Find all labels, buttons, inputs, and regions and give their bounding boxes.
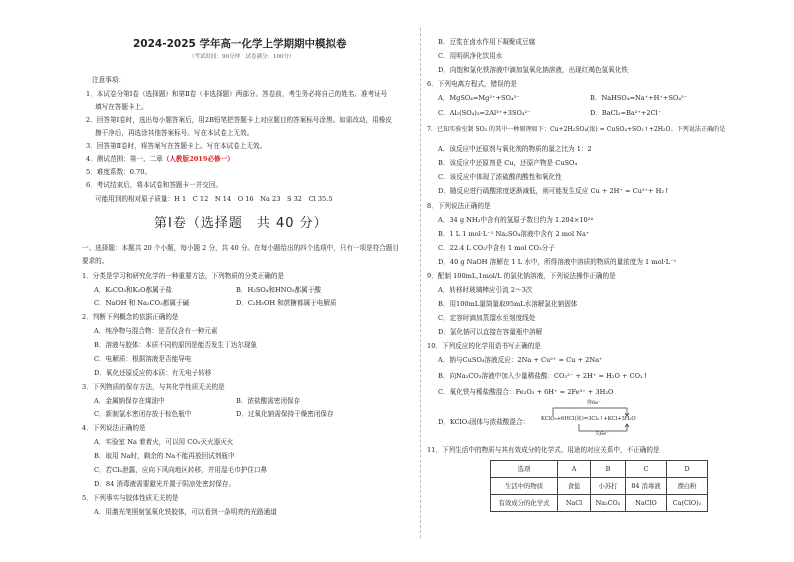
notice-item: 3．回答第Ⅱ卷时，将答案写在答题卡上。写在本试卷上无效。 xyxy=(86,142,267,150)
option: C．电解质：根据溶液是否能导电 xyxy=(94,355,192,363)
table-cell: C xyxy=(626,461,667,478)
reaction-equation: KClO₃+6HCl(浓)=3Cl₂↑+KCl+3H₂O xyxy=(541,416,636,422)
option: A．转移时玻璃棒应引流 2～3次 xyxy=(438,286,533,294)
option: B．H₂SO₄和HNO₃都属于酸 xyxy=(236,286,321,294)
option: C．Al₂(SO₄)₃=2Al³⁺+3SO₄²⁻ xyxy=(438,109,531,117)
exam-title: 2024-2025 学年高一化学上学期期中模拟卷 xyxy=(133,38,347,50)
option: D．过氧化钠需保持干燥密闭保存 xyxy=(236,410,334,418)
option: B．NaHSO₄=Na⁺+H⁺+SO₄²⁻ xyxy=(590,94,688,102)
option: C．该反应中体现了浓硫酸的酸性和氧化性 xyxy=(438,173,562,181)
question-2: 2．判断下列概念的依据正确的是 xyxy=(82,313,179,321)
option: A．用激光笔照射氢氧化铁胶体，可以看到一条明亮的光路通道 xyxy=(94,508,277,516)
table-cell: 食盐 xyxy=(558,478,591,495)
question-5: 5．下列事实与胶体性质无关的是 xyxy=(82,494,179,502)
table-cell: Ca(ClO)₂ xyxy=(667,495,708,512)
option: B．浓盐酸需密闭保存 xyxy=(236,397,301,405)
option: A．MgSO₄=Mg²⁺+SO₄²⁻ xyxy=(438,94,520,102)
table-header-row xyxy=(491,461,708,478)
table-cell: 84 消毒液 xyxy=(626,478,667,495)
gain-electrons-label: 得6e⁻ xyxy=(587,400,601,406)
question-6: 6．下列电离方程式，错误的是 xyxy=(427,80,517,88)
notice-item: 6．考试结束后，将本试卷和答题卡一并交回。 xyxy=(86,181,223,189)
table-cell: 有效成分的化学式 xyxy=(491,495,558,512)
option: C．新制氯水密闭存放于棕色瓶中 xyxy=(94,410,192,418)
table-cell: B xyxy=(591,461,626,478)
table-cell: NaCl xyxy=(558,495,591,512)
notice-item: 4．测试范围：第一、二章 xyxy=(86,155,163,163)
option: B．用100mL量筒量取95mL水溶解氯化钠固体 xyxy=(438,300,578,308)
option: A．纯净物与混合物：是否仅含有一种元素 xyxy=(94,327,218,335)
option: D．氧化还原反应的本质：有无电子转移 xyxy=(94,369,212,377)
option: B．溶液与胶体：本质不同的原因是能否发生丁达尔现象 xyxy=(94,341,258,349)
lose-electrons-label: 失6e⁻ xyxy=(595,431,609,437)
option: D．C₂H₅OH 和蔗糖都属于电解质 xyxy=(236,299,337,307)
column-divider xyxy=(420,28,421,538)
question-9: 9．配制 100mL,1mol/L 的氯化钠溶液，下列说法操作正确的是 xyxy=(427,272,616,280)
section-intro: 一、选择题：本题共 20 个小题，每小题 2 分，共 40 分。在每小题给出的四个选项中，只有一项是符合题目 xyxy=(82,244,400,252)
table-row xyxy=(491,478,708,495)
table-cell: 生活中的物质 xyxy=(491,478,558,495)
option: B．向Na₂CO₃溶液中加入少量稀盐酸：CO₃²⁻ + 2H⁺ = H₂O + CO₂↑ xyxy=(438,372,649,380)
option: A．金属钠保存在煤油中 xyxy=(94,397,165,405)
table-cell: A xyxy=(558,461,591,478)
option: A．钠与CuSO₄溶液反应：2Na + Cu²⁺ = Cu + 2Na⁺ xyxy=(438,356,603,364)
exam-subtitle: （考试时间：90分钟 试卷满分：100分） xyxy=(189,54,295,60)
electron-transfer-diagram xyxy=(539,400,679,438)
atomic-masses: 可能用到的相对原子质量：H 1 C 12 N 14 O 16 Na 23 S 32 Cl 35.5 xyxy=(95,195,333,203)
option: A．34 g NH₃中含有的氢原子数目约为 1.204×10²⁴ xyxy=(438,216,594,224)
question-7: 7．已知实验室制 SO₂ 的其中一种原理如下：Cu+2H₂SO₄(浓) = CuSO₄+SO₂↑+2H₂O。下列说法正确的是 xyxy=(427,126,726,133)
option: C．氧化铁与稀盐酸混合：Fe₂O₃ + 6H⁺ = 2Fe³⁺ + 3H₂O xyxy=(438,388,614,396)
option: D．随反应进行硫酸浓度逐渐减低，则可能发生反应 Cu + 2H⁺ = Cu²⁺+ H₂↑ xyxy=(438,187,670,195)
table-cell: 小苏打 xyxy=(591,478,626,495)
option: D．BaCl₂=Ba²⁺+2Cl⁻ xyxy=(590,109,662,117)
volume-title: 第Ⅰ卷（选择题 共 40 分） xyxy=(154,216,328,231)
option: A．K₂CO₃和K₂O都属于盐 xyxy=(94,286,172,294)
notice-item: 擦干净后，再选涂其他答案标号。写在本试卷上无效。 xyxy=(95,129,254,137)
option: A．实验室 Na 着着火，可以用 CO₂灭火器灭火 xyxy=(94,438,234,446)
option: D．40 g NaOH 溶解在 1 L 水中，所得溶液中溶质的物质的量浓度为 1 mol·L⁻¹ xyxy=(438,258,677,266)
option: C．用明矾净化饮用水 xyxy=(438,52,503,60)
option: A．该反应中还原剂与氧化剂的物质的量之比为 1：2 xyxy=(438,145,592,153)
table-cell: 漂白粉 xyxy=(667,478,708,495)
option: D．氯化钠可以直接在容量瓶中溶解 xyxy=(438,328,543,336)
notice-heading: 注意事项： xyxy=(92,76,125,84)
answer-table xyxy=(490,460,708,512)
notice-item: 1．本试卷分第Ⅰ卷（选择题）和第Ⅱ卷（非选择题）两部分。答卷前，考生务必将自己的姓名、准考证号 xyxy=(86,90,388,98)
option: D．KClO₃固体与浓盐酸混合： xyxy=(438,418,530,426)
question-3: 3．下列物质的保存方法，与其化学性质无关的是 xyxy=(82,383,225,391)
table-row xyxy=(491,495,708,512)
table-cell: NaClO xyxy=(626,495,667,512)
notice-item: 2．回答第Ⅰ卷时，选出每小题答案后，用2B铅笔把答题卡上对应题目的答案标号涂黑。如需改动，用橡皮 xyxy=(86,116,392,124)
option: B．1 L 1 mol·L⁻¹ Na₂SO₄溶液中含有 2 mol Na⁺ xyxy=(438,230,590,238)
notice-item: 5．难度系数：0.70。 xyxy=(86,168,152,176)
notice-item-range xyxy=(86,155,234,163)
question-10: 10．下列反应的化学用语书写正确的是 xyxy=(427,342,541,350)
table-cell: D xyxy=(667,461,708,478)
notice-item: 填写在答题卡上。 xyxy=(95,103,148,111)
table-cell: 选项 xyxy=(491,461,558,478)
question-1: 1．分类是学习和研究化学的一种重要方法，下列物质的分类正确的是 xyxy=(82,272,285,280)
option: C．定容时滴加蒸馏水至刻度线处 xyxy=(438,314,536,322)
option: B．豆浆在卤水作用下凝聚成豆腐 xyxy=(438,38,536,46)
option: C．NaOH 和 Na₂CO₃都属于碱 xyxy=(94,299,190,307)
question-4: 4．下列说法正确的是 xyxy=(82,424,146,432)
option: D．84 消毒液需要避光并置于阴凉处密封保存。 xyxy=(94,480,236,488)
section-intro: 要求的。 xyxy=(82,257,109,265)
option: C．若Cl₂泄露，应向下风向地区转移，并用湿毛巾护住口鼻 xyxy=(94,466,268,474)
option: C．22.4 L CO₂中含有 1 mol CO₂分子 xyxy=(438,244,555,252)
option: B．取用 Na时，剩余的 Na不能再放回试剂瓶中 xyxy=(94,452,235,460)
question-8: 8．下列说法正确的是 xyxy=(427,202,491,210)
table-cell: Na₂CO₃ xyxy=(591,495,626,512)
range-tag: （人教版2019必修一） xyxy=(162,155,234,163)
option: B．该反应中还原剂是 Cu，还原产物是 CuSO₄ xyxy=(438,159,578,167)
question-11: 11．下列生活中的物质与其有效成分的化学式、用途的对应关系中，不正确的是 xyxy=(427,446,660,454)
option: D．向饱和氯化铁溶液中滴加氢氧化钠溶液，出现红褐色氢氧化铁 xyxy=(438,66,628,74)
